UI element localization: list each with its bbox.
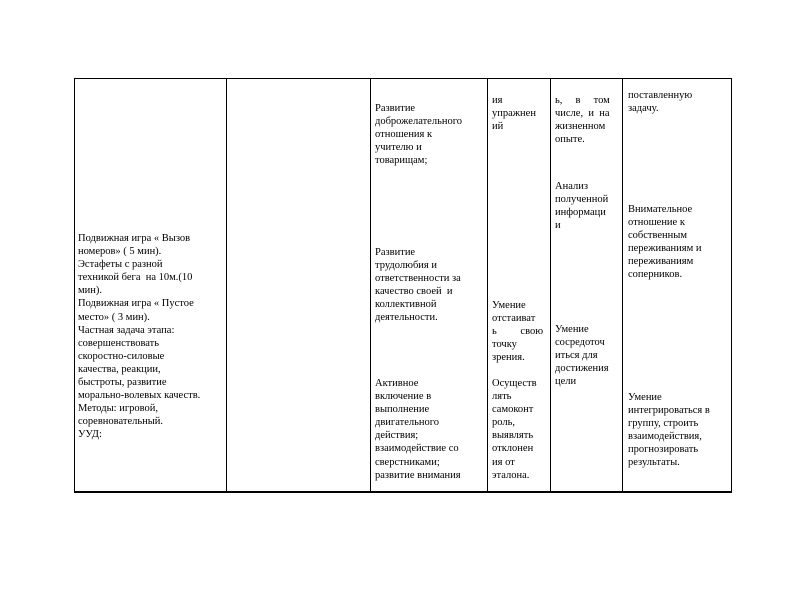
text-line: роль, <box>492 417 516 429</box>
cell-communicative-1 <box>628 89 692 115</box>
text-line: выполнение <box>375 404 430 416</box>
text-line: Эстафеты с разной <box>78 259 163 271</box>
text-line: скоростно-силовые <box>78 350 165 362</box>
text-line: соревновательный. <box>78 416 164 428</box>
text-line: иться для <box>555 350 598 362</box>
text-line: сосредоточ <box>555 337 605 349</box>
column-divider <box>487 78 488 492</box>
text-line: морально-волевых качеств. <box>78 390 201 402</box>
text-line: качество своей и <box>375 286 453 298</box>
text-line: зрения. <box>492 352 525 364</box>
text-line: и <box>555 220 561 232</box>
table-top-border <box>74 78 732 79</box>
text-line: цели <box>555 376 577 388</box>
text-line: Подвижная игра « Пустое <box>78 298 194 310</box>
text-line: Подвижная игра « Вызов <box>78 233 191 244</box>
text-line: опыте. <box>555 134 585 146</box>
text-line: Анализ <box>555 181 588 192</box>
text-line: переживаниям <box>628 256 694 268</box>
column-divider <box>731 78 732 492</box>
text-line: полученной <box>555 194 609 206</box>
text-line: числе, и на <box>555 108 610 120</box>
cell-regulative-1 <box>492 94 536 133</box>
text-line: место» ( 3 мин). <box>78 311 150 323</box>
text-line: взаимодействия, <box>628 431 702 443</box>
column-divider <box>74 78 75 492</box>
cell-communicative-2 <box>628 203 702 282</box>
text-line: жизненном <box>555 121 606 133</box>
text-line: деятельности. <box>375 312 438 324</box>
cell-personal-results-2 <box>375 246 461 325</box>
text-line: соперников. <box>628 269 683 281</box>
table-bottom-border <box>74 491 732 493</box>
text-line: ь, в том <box>555 95 610 106</box>
text-line: выявлять <box>492 430 534 442</box>
text-line: отклонен <box>492 443 534 455</box>
cell-communicative-3 <box>628 391 710 470</box>
column-divider <box>226 78 227 492</box>
text-line: точку <box>492 339 517 351</box>
column-divider <box>370 78 371 492</box>
text-line: номеров» ( 5 мин). <box>78 246 162 258</box>
text-line: интегрироваться в <box>628 405 710 417</box>
text-line: задачу. <box>628 103 659 115</box>
text-line: информаци <box>555 207 606 219</box>
cell-regulative-3 <box>492 377 537 482</box>
text-line: лять <box>492 391 512 403</box>
text-line: самоконт <box>492 404 534 416</box>
text-line: развитие внимания <box>375 469 461 481</box>
text-line: техникой бега на 10м.(10 <box>78 272 193 284</box>
text-line: Развитие <box>375 247 416 258</box>
text-line: Методы: игровой, <box>78 403 159 415</box>
text-line: упражнен <box>492 108 536 120</box>
text-line: включение в <box>375 391 432 403</box>
text-line: мин). <box>78 285 103 297</box>
text-line: собственным <box>628 230 687 242</box>
text-line: Осуществ <box>492 378 537 389</box>
text-line: ь свою <box>492 326 544 338</box>
column-divider <box>622 78 623 492</box>
text-line: результаты. <box>628 457 680 469</box>
text-line: прогнозировать <box>628 444 699 456</box>
text-line: группу, строить <box>628 418 699 430</box>
text-line: двигательного <box>375 417 440 429</box>
text-line: достижения <box>555 363 609 375</box>
cell-cognitive-1 <box>555 94 610 146</box>
text-line: УУД: <box>78 429 102 441</box>
text-line: Частная задача этапа: <box>78 324 175 336</box>
text-line: Активное <box>375 378 419 389</box>
text-line: Умение <box>555 324 589 335</box>
cell-cognitive-3 <box>555 323 609 388</box>
cell-personal-results-1 <box>375 102 462 167</box>
text-line: быстроты, развитие <box>78 377 167 389</box>
column-divider <box>550 78 551 492</box>
text-line: качества, реакции, <box>78 363 161 375</box>
text-line: отстаиват <box>492 313 536 325</box>
cell-personal-results-3 <box>375 377 461 482</box>
cell-regulative-2 <box>492 299 543 364</box>
text-line: доброжелательного <box>375 116 463 128</box>
cell-activity-description <box>78 232 200 442</box>
text-line: сверстниками; <box>375 456 440 468</box>
text-line: трудолюбия и <box>375 260 437 272</box>
text-line: переживаниям и <box>628 243 702 255</box>
text-line: поставленную <box>628 90 693 101</box>
text-line: ий <box>492 121 504 133</box>
text-line: действия; <box>375 430 419 442</box>
text-line: эталона. <box>492 469 530 481</box>
text-line: ответственности за <box>375 273 461 285</box>
text-line: отношения к <box>375 129 433 141</box>
text-line: Умение <box>492 300 526 311</box>
text-line: взаимодействие со <box>375 443 459 455</box>
text-line: товарищам; <box>375 155 428 167</box>
text-line: Развитие <box>375 103 416 114</box>
text-line: ия <box>492 95 503 106</box>
text-line: коллективной <box>375 299 437 311</box>
text-line: Внимательное <box>628 204 693 215</box>
cell-cognitive-2 <box>555 180 608 232</box>
text-line: ия от <box>492 456 515 468</box>
text-line: учителю и <box>375 142 422 154</box>
text-line: совершенствовать <box>78 337 160 349</box>
text-line: Умение <box>628 392 662 403</box>
text-line: отношение к <box>628 217 685 229</box>
